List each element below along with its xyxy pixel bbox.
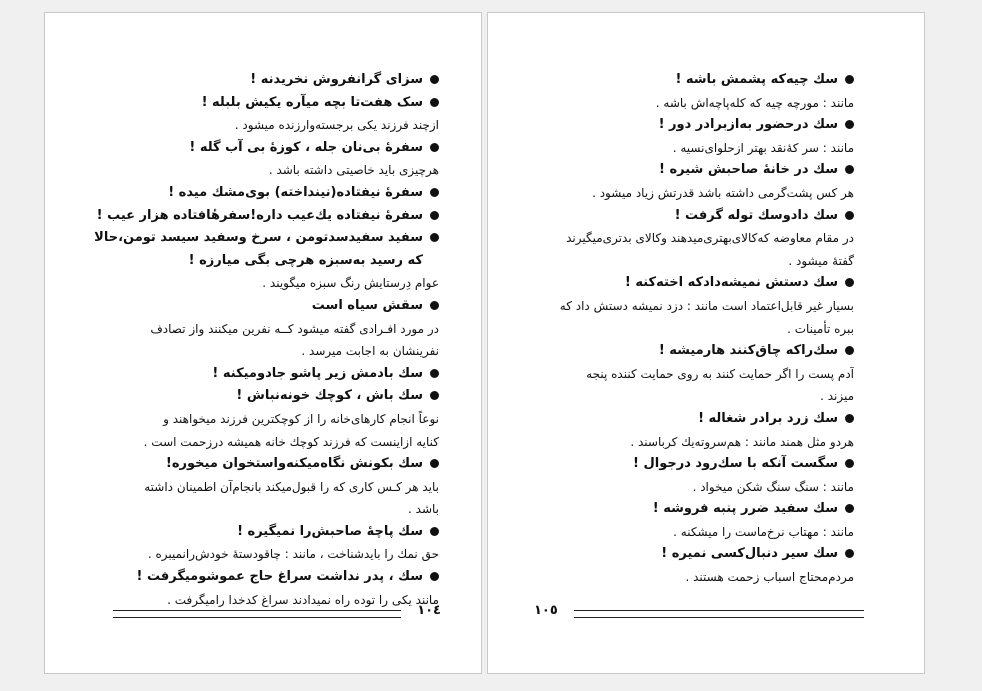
proverb-line bbox=[528, 408, 854, 431]
explanation-line bbox=[528, 318, 854, 341]
line-text: سك دادوسك توله گرفت ! bbox=[674, 207, 838, 223]
line-text: سک هفت‌تا بچه میآره یکیش بلبله ! bbox=[201, 94, 423, 110]
line-text: سفرهٔ نیفتاده(نینداخته) بوی‌مشك میده ! bbox=[168, 184, 423, 200]
right-page-content bbox=[528, 69, 854, 589]
bullet-icon bbox=[845, 211, 854, 220]
proverb-line bbox=[87, 205, 439, 228]
line-text: عوام دِرستایش رنگ سبزه میگویند . bbox=[262, 276, 439, 291]
proverb-line bbox=[87, 566, 439, 589]
line-text: آدم پست را اگر حمایت کنند به روی حمایت کننده پنجه bbox=[586, 366, 854, 381]
line-text: سفرهٔ نیفتاده یك‌عیب داره!سفرهٔافتاده هزار عیب ! bbox=[96, 207, 423, 223]
proverb-line bbox=[87, 92, 439, 115]
bullet-icon bbox=[430, 75, 439, 84]
line-text: سفید سفیدسد‌تومن ، سرخ وسفید سیسد تومن،حالا bbox=[94, 230, 423, 246]
page-number: ١٠٥ bbox=[534, 603, 558, 618]
line-text: نوعاً انجام کارهای‌خانه را از کوچکترین فرزند میخواهند و bbox=[163, 411, 439, 426]
line-text: سك زرد برادر شغاله ! bbox=[698, 410, 838, 426]
line-text: سك‌راکه چاق‌کنند هارمیشه ! bbox=[658, 343, 838, 359]
explanation-line bbox=[528, 92, 854, 115]
explanation-line bbox=[87, 318, 439, 341]
proverb-line bbox=[528, 498, 854, 521]
explanation-line bbox=[528, 363, 854, 386]
proverb-line bbox=[87, 295, 439, 318]
proverb-line bbox=[528, 69, 854, 92]
explanation-line bbox=[87, 340, 439, 363]
line-text: سك سفید ضرر پنبه فروشه ! bbox=[652, 501, 838, 517]
line-text: در مقام معاوضه که‌کالای‌بهتری‌میدهند وکالای بدتری‌میگیرند bbox=[566, 231, 854, 246]
proverb-line bbox=[87, 453, 439, 476]
line-text: مردم‌محتاج اسباب زحمت هستند . bbox=[685, 570, 854, 585]
line-text: سك بادمش زیر پاشو جادومیکنه ! bbox=[212, 365, 423, 381]
line-text: سك دستش نمیشه‌دادکه اخته‌کنه ! bbox=[624, 275, 838, 291]
line-text: باید هر کـس کاری که را قبول‌میکند بانجام‌آن اطمینان داشته bbox=[144, 479, 439, 494]
left-page-footer bbox=[113, 603, 441, 621]
line-text: سك در خانهٔ صاحبش شیره ! bbox=[659, 162, 838, 178]
bullet-icon bbox=[430, 369, 439, 378]
left-page bbox=[44, 12, 482, 674]
proverb-line bbox=[87, 182, 439, 205]
bullet-icon bbox=[430, 143, 439, 152]
line-text: مانند : مورچه چیه که کله‌پاچه‌اش باشه . bbox=[655, 95, 854, 110]
line-text: سقش سیاه است bbox=[311, 297, 423, 313]
bullet-icon bbox=[430, 233, 439, 242]
explanation-line bbox=[87, 476, 439, 499]
line-text: ببره تأمینات . bbox=[787, 321, 854, 336]
bullet-icon bbox=[430, 301, 439, 310]
explanation-line bbox=[87, 408, 439, 431]
bullet-icon bbox=[845, 75, 854, 84]
explanation-line bbox=[528, 385, 854, 408]
explanation-line bbox=[87, 159, 439, 182]
right-page bbox=[487, 12, 925, 674]
line-text: که رسید به‌سبزه هرچی بگی میارزه ! bbox=[188, 252, 423, 268]
bullet-icon bbox=[430, 211, 439, 220]
bullet-icon bbox=[845, 165, 854, 174]
proverb-line bbox=[87, 137, 439, 160]
explanation-line bbox=[87, 498, 439, 521]
explanation-line bbox=[528, 250, 854, 273]
line-text: سگست آنکه با سك‌رود درجوال ! bbox=[633, 456, 838, 472]
explanation-line bbox=[528, 431, 854, 454]
bullet-icon bbox=[845, 414, 854, 423]
bullet-icon bbox=[845, 346, 854, 355]
explanation-line bbox=[528, 566, 854, 589]
line-text: در مورد افـرادی گفته میشود کــه نفرین میکنند واز تصادف bbox=[150, 321, 439, 336]
bullet-icon bbox=[430, 98, 439, 107]
line-text: سك باش ، کوچك خونه‌نباش ! bbox=[236, 388, 423, 404]
bullet-icon bbox=[430, 527, 439, 536]
line-text: نفرینشان به اجابت میرسد . bbox=[301, 344, 439, 359]
explanation-line bbox=[87, 543, 439, 566]
footer-rule bbox=[113, 610, 401, 618]
proverb-line bbox=[528, 453, 854, 476]
explanation-line bbox=[528, 521, 854, 544]
line-text: باشد . bbox=[408, 502, 439, 517]
line-text: بسیار غیر قابل‌اعتماد است مانند : دزد نمیشه دستش داد که bbox=[559, 298, 854, 313]
explanation-line bbox=[528, 182, 854, 205]
line-text: سك بکونش نگاه‌میکنه‌واستخوان میخوره! bbox=[165, 456, 423, 472]
line-text: کنایه ازاینست که فرزند کوچك خانه همیشه درزحمت است . bbox=[143, 434, 439, 449]
line-text: مانند : سر کهٔ‌نقد بهتر ازحلوای‌نسیه . bbox=[672, 140, 854, 155]
line-text: سك سیر دنبال‌کسی نمیره ! bbox=[661, 546, 838, 562]
line-text: سك چیه‌که پشمش باشه ! bbox=[675, 72, 838, 87]
line-text: میزند . bbox=[820, 389, 854, 404]
line-text: مانند یکی را تو‌ده راه نمیدادند سراغ کدخدا رامیگرفت . bbox=[167, 592, 439, 607]
bullet-icon bbox=[845, 120, 854, 129]
proverb-line bbox=[87, 69, 439, 92]
proverb-line bbox=[87, 385, 439, 408]
footer-rule bbox=[574, 610, 864, 618]
explanation-line bbox=[528, 295, 854, 318]
line-text: هردو مثل همند مانند : هم‌سروته‌یك کرباسند . bbox=[630, 434, 854, 449]
line-text: سك پاچهٔ صاحبش‌را نمیگیره ! bbox=[237, 523, 423, 539]
explanation-line bbox=[87, 114, 439, 137]
line-text: ازچند فرزند یکی برجسته‌وارزنده میشود . bbox=[234, 118, 439, 133]
bullet-icon bbox=[430, 188, 439, 197]
bullet-icon bbox=[845, 504, 854, 513]
proverb-line bbox=[87, 227, 439, 250]
bullet-icon bbox=[845, 278, 854, 287]
explanation-line bbox=[528, 227, 854, 250]
proverb-line bbox=[528, 543, 854, 566]
proverb-line bbox=[87, 250, 439, 273]
line-text: سزای گرانفروش نخریدنه ! bbox=[250, 72, 423, 87]
proverb-line bbox=[528, 114, 854, 137]
line-text: سفرهٔ بی‌نان جله ، کوزهٔ بی آب گله ! bbox=[189, 139, 423, 155]
line-text: هرچیزی باید خاصیتی داشته باشد . bbox=[268, 163, 439, 178]
proverb-line bbox=[528, 159, 854, 182]
proverb-line bbox=[528, 340, 854, 363]
line-text: هر کس پشت‌گرمی داشته باشد قدرتش زیاد میشود . bbox=[592, 185, 854, 200]
left-page-content bbox=[87, 69, 439, 611]
bullet-icon bbox=[430, 459, 439, 468]
proverb-line bbox=[528, 205, 854, 228]
line-text: سك درحضور به‌ازبرادر دور ! bbox=[658, 117, 838, 133]
bullet-icon bbox=[430, 572, 439, 581]
explanation-line bbox=[528, 137, 854, 160]
page-number: ١٠٤ bbox=[417, 603, 441, 618]
bullet-icon bbox=[845, 549, 854, 558]
proverb-line bbox=[87, 363, 439, 386]
line-text: مانند : سنگ سنگ شکن میخواد . bbox=[692, 479, 854, 494]
explanation-line bbox=[87, 431, 439, 454]
line-text: حق نمك را بایدشناخت ، مانند : چاقودستهٔ خودش‌رانمیبره . bbox=[147, 547, 439, 562]
proverb-line bbox=[87, 521, 439, 544]
right-page-footer bbox=[534, 603, 864, 621]
line-text: مانند : مهتاب نرخ‌ماست را میشکنه . bbox=[673, 524, 854, 539]
proverb-line bbox=[528, 272, 854, 295]
explanation-line bbox=[87, 272, 439, 295]
bullet-icon bbox=[430, 391, 439, 400]
explanation-line bbox=[528, 476, 854, 499]
bullet-icon bbox=[845, 459, 854, 468]
line-text: سك ، پدر نداشت سراغ حاج عموشومیگرفت ! bbox=[136, 569, 423, 585]
line-text: گفتهٔ میشود . bbox=[788, 253, 854, 268]
